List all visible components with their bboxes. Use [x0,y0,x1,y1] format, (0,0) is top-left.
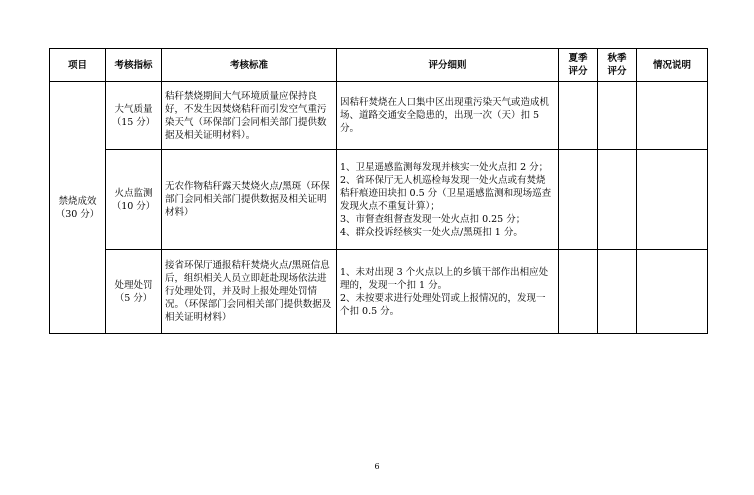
rules-cell [337,150,559,250]
header-indicator: 考核指标 [106,49,162,82]
rules-cell [337,250,559,334]
indicator-cell [106,250,162,334]
table-row [50,150,708,250]
remarks-cell[interactable] [637,150,708,250]
standard-cell: 无农作物秸秆露天焚烧火点/黑斑（环保部门会同相关部门提供数据及相关证明材料） [162,150,337,250]
indicator-score: （5 分） [114,292,153,304]
remarks-cell[interactable] [637,250,708,334]
indicator-cell [106,82,162,150]
header-autumn-score [598,49,637,82]
project-name: 禁烧成效 [58,195,97,207]
summer-score-cell[interactable] [559,82,598,150]
rule-item: 2、未按要求进行处理处罚或上报情况的，发现一个扣 0.5 分。 [340,292,546,317]
header-remarks: 情况说明 [637,49,708,82]
header-summer-line2: 评分 [568,66,588,77]
header-autumn-line1: 秋季 [607,53,627,64]
autumn-score-cell[interactable] [598,150,637,250]
header-project: 项目 [50,49,106,82]
rule-item: 1、未对出现 3 个火点以上的乡镇干部作出相应处理的，发现一个扣 1 分。 [340,266,549,291]
project-cell [50,82,106,334]
table-row [50,82,708,150]
table-row [50,250,708,334]
autumn-score-cell[interactable] [598,82,637,150]
standard-cell: 接省环保厅通报秸秆焚烧火点/黑斑信息后，组织相关人员立即赶赴现场依法进行处理处罚，并及时上报处理处罚情况。（环保部门会同相关部门提供数据及相关证明材料） [162,250,337,334]
header-rules: 评分细则 [337,49,559,82]
rules-cell [337,82,559,150]
indicator-score: （15 分） [111,116,156,128]
assessment-table [49,48,708,334]
page-number: 6 [374,462,380,471]
indicator-name: 大气质量 [114,103,153,115]
summer-score-cell[interactable] [559,150,598,250]
header-standard: 考核标准 [162,49,337,82]
indicator-name: 火点监测 [114,187,153,199]
project-score: （30 分） [55,208,100,220]
summer-score-cell[interactable] [559,250,598,334]
indicator-name: 处理处罚 [114,279,153,291]
indicator-score: （10 分） [111,200,156,212]
rule-item: 4、群众投诉经核实一处火点/黑斑扣 1 分。 [340,226,523,238]
indicator-cell [106,150,162,250]
standard-cell: 秸秆禁烧期间大气环境质量应保持良好，不发生因焚烧秸秆而引发空气重污染天气（环保部门会同相关部门提供数据及相关证明材料）。 [162,82,337,150]
autumn-score-cell[interactable] [598,250,637,334]
rule-item: 2、省环保厅无人机巡检每发现一处火点或有焚烧秸秆痕迹田块扣 0.5 分（卫星遥感监测和现场巡查发现火点不重复计算）； [340,174,552,212]
rule-item: 1、卫星遥感监测每发现并核实一处火点扣 2 分； [340,161,549,173]
rule-item: 3、市督查组督查发现一处火点扣 0.25 分； [340,213,526,225]
header-autumn-line2: 评分 [607,66,627,77]
remarks-cell[interactable] [637,82,708,150]
header-summer-line1: 夏季 [568,53,588,64]
rule-item: 因秸秆焚烧在人口集中区出现重污染天气或造成机场、道路交通安全隐患的，出现一次（天）扣 5 分。 [340,97,550,134]
header-summer-score [559,49,598,82]
header-row [50,49,708,82]
